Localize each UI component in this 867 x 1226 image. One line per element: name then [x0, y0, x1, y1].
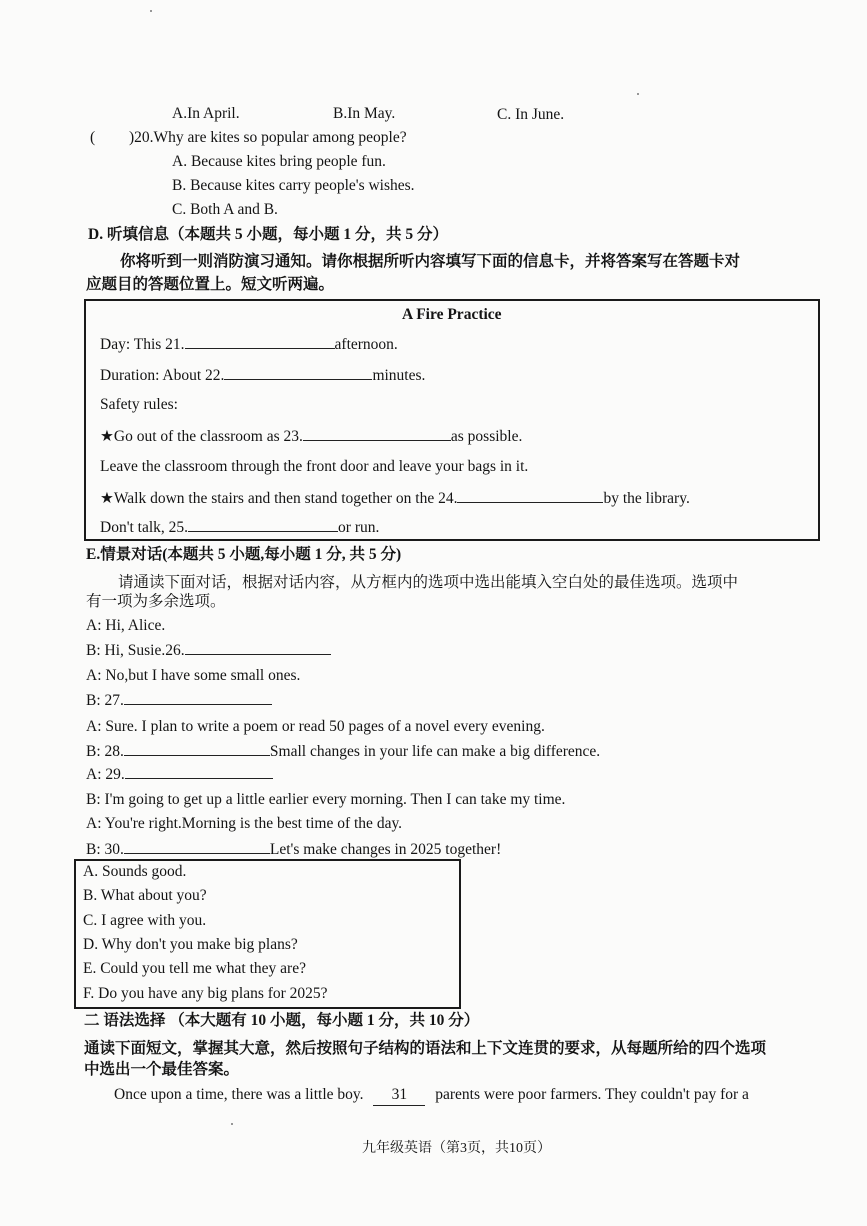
section-e-instruction: 请通读下面对话，根据对话内容，从方框内的选项中选出能填入空白处的最佳选项。选项中 — [118, 574, 739, 591]
option-f: F. Do you have any big plans for 2025? — [83, 985, 328, 1002]
card-day-line: Day: This 21. afternoon. — [100, 336, 398, 353]
q20-option-a: A. Because kites bring people fun. — [172, 153, 386, 170]
section-d-heading: D. 听填信息（本题共 5 小题，每小题 1 分，共 5 分） — [88, 226, 448, 243]
q20-paren: ( — [90, 129, 96, 146]
dialogue-line-7: A: 29. — [86, 764, 273, 785]
card-rule-1: ★Go out of the classroom as 23. as possible. — [100, 428, 523, 445]
dialogue-line-5: A: Sure. I plan to write a poem or read 50 pages of a novel every evening. — [86, 718, 545, 735]
page-footer: 九年级英语（第3页，共10页） — [362, 1141, 551, 1156]
option-c: C. I agree with you. — [83, 912, 207, 929]
part2-instruction: 中选出一个最佳答案。 — [84, 1061, 240, 1078]
answer-blank-23[interactable] — [303, 426, 451, 441]
q20-option-b: B. Because kites carry people's wishes. — [172, 177, 415, 194]
dialogue-line-1: A: Hi, Alice. — [86, 617, 166, 634]
q19-option-a: A.In April. — [172, 105, 240, 122]
part2-heading: 二 语法选择 （本大题有 10 小题，每小题 1 分，共 10 分） — [84, 1012, 480, 1029]
scan-speck — [637, 93, 639, 95]
answer-blank-27[interactable] — [124, 690, 272, 705]
dialogue-line-10: B: 30. Let's make changes in 2025 together! — [86, 841, 502, 858]
section-e-heading: E.情景对话(本题共 5 小题,每小题 1 分, 共 5 分) — [86, 546, 402, 563]
answer-blank-31[interactable]: 31 — [373, 1085, 425, 1106]
dialogue-line-4: B: 27. — [86, 690, 272, 711]
info-card-title: A Fire Practice — [402, 306, 502, 323]
dialogue-line-9: A: You're right.Morning is the best time of the day. — [86, 815, 403, 832]
scan-speck — [231, 1123, 233, 1125]
option-a: A. Sounds good. — [83, 863, 187, 880]
section-d-instruction: 你将听到一则消防演习通知。请你根据所听内容填写下面的信息卡，并将答案写在答题卡对 — [120, 253, 741, 270]
dialogue-line-2: B: Hi, Susie.26. — [86, 640, 331, 661]
part2-instruction: 通读下面短文，掌握其大意，然后按照句子结构的语法和上下文连贯的要求，从每题所给的四个选项 — [84, 1040, 767, 1057]
option-d: D. Why don't you make big plans? — [83, 936, 298, 953]
q20-question: )20.Why are kites so popular among people? — [129, 129, 407, 146]
answer-blank-29[interactable] — [125, 764, 273, 779]
option-e: E. Could you tell me what they are? — [83, 960, 306, 977]
answer-blank-28[interactable] — [124, 741, 270, 756]
card-rule-2: Leave the classroom through the front door and leave your bags in it. — [100, 458, 529, 475]
answer-blank-25[interactable] — [188, 517, 338, 532]
section-e-instruction: 有一项为多余选项。 — [86, 593, 226, 610]
card-duration-line: Duration: About 22. minutes. — [100, 367, 426, 384]
section-d-instruction: 应题目的答题位置上。短文听两遍。 — [86, 276, 335, 293]
answer-blank-21[interactable] — [185, 334, 335, 349]
answer-blank-30[interactable] — [124, 839, 270, 854]
answer-blank-24[interactable] — [457, 488, 603, 503]
passage-line: Once upon a time, there was a little boy. 31 parents were poor farmers. They couldn't pay for a — [114, 1085, 749, 1106]
dialogue-line-8: B: I'm going to get up a little earlier every morning. Then I can take my time. — [86, 791, 566, 808]
dialogue-line-6: B: 28. Small changes in your life can make a big difference. — [86, 743, 601, 760]
card-rule-3: ★Walk down the stairs and then stand together on the 24. by the library. — [100, 490, 690, 507]
answer-blank-22[interactable] — [224, 365, 372, 380]
q19-option-c: C. In June. — [497, 106, 565, 123]
card-safety-label: Safety rules: — [100, 396, 178, 413]
q19-option-b: B.In May. — [333, 105, 396, 122]
dialogue-line-3: A: No,but I have some small ones. — [86, 667, 301, 684]
option-b: B. What about you? — [83, 887, 207, 904]
answer-blank-26[interactable] — [185, 640, 331, 655]
card-rule-4: Don't talk, 25. or run. — [100, 519, 380, 536]
q20-option-c: C. Both A and B. — [172, 201, 278, 218]
scan-speck — [150, 10, 152, 12]
